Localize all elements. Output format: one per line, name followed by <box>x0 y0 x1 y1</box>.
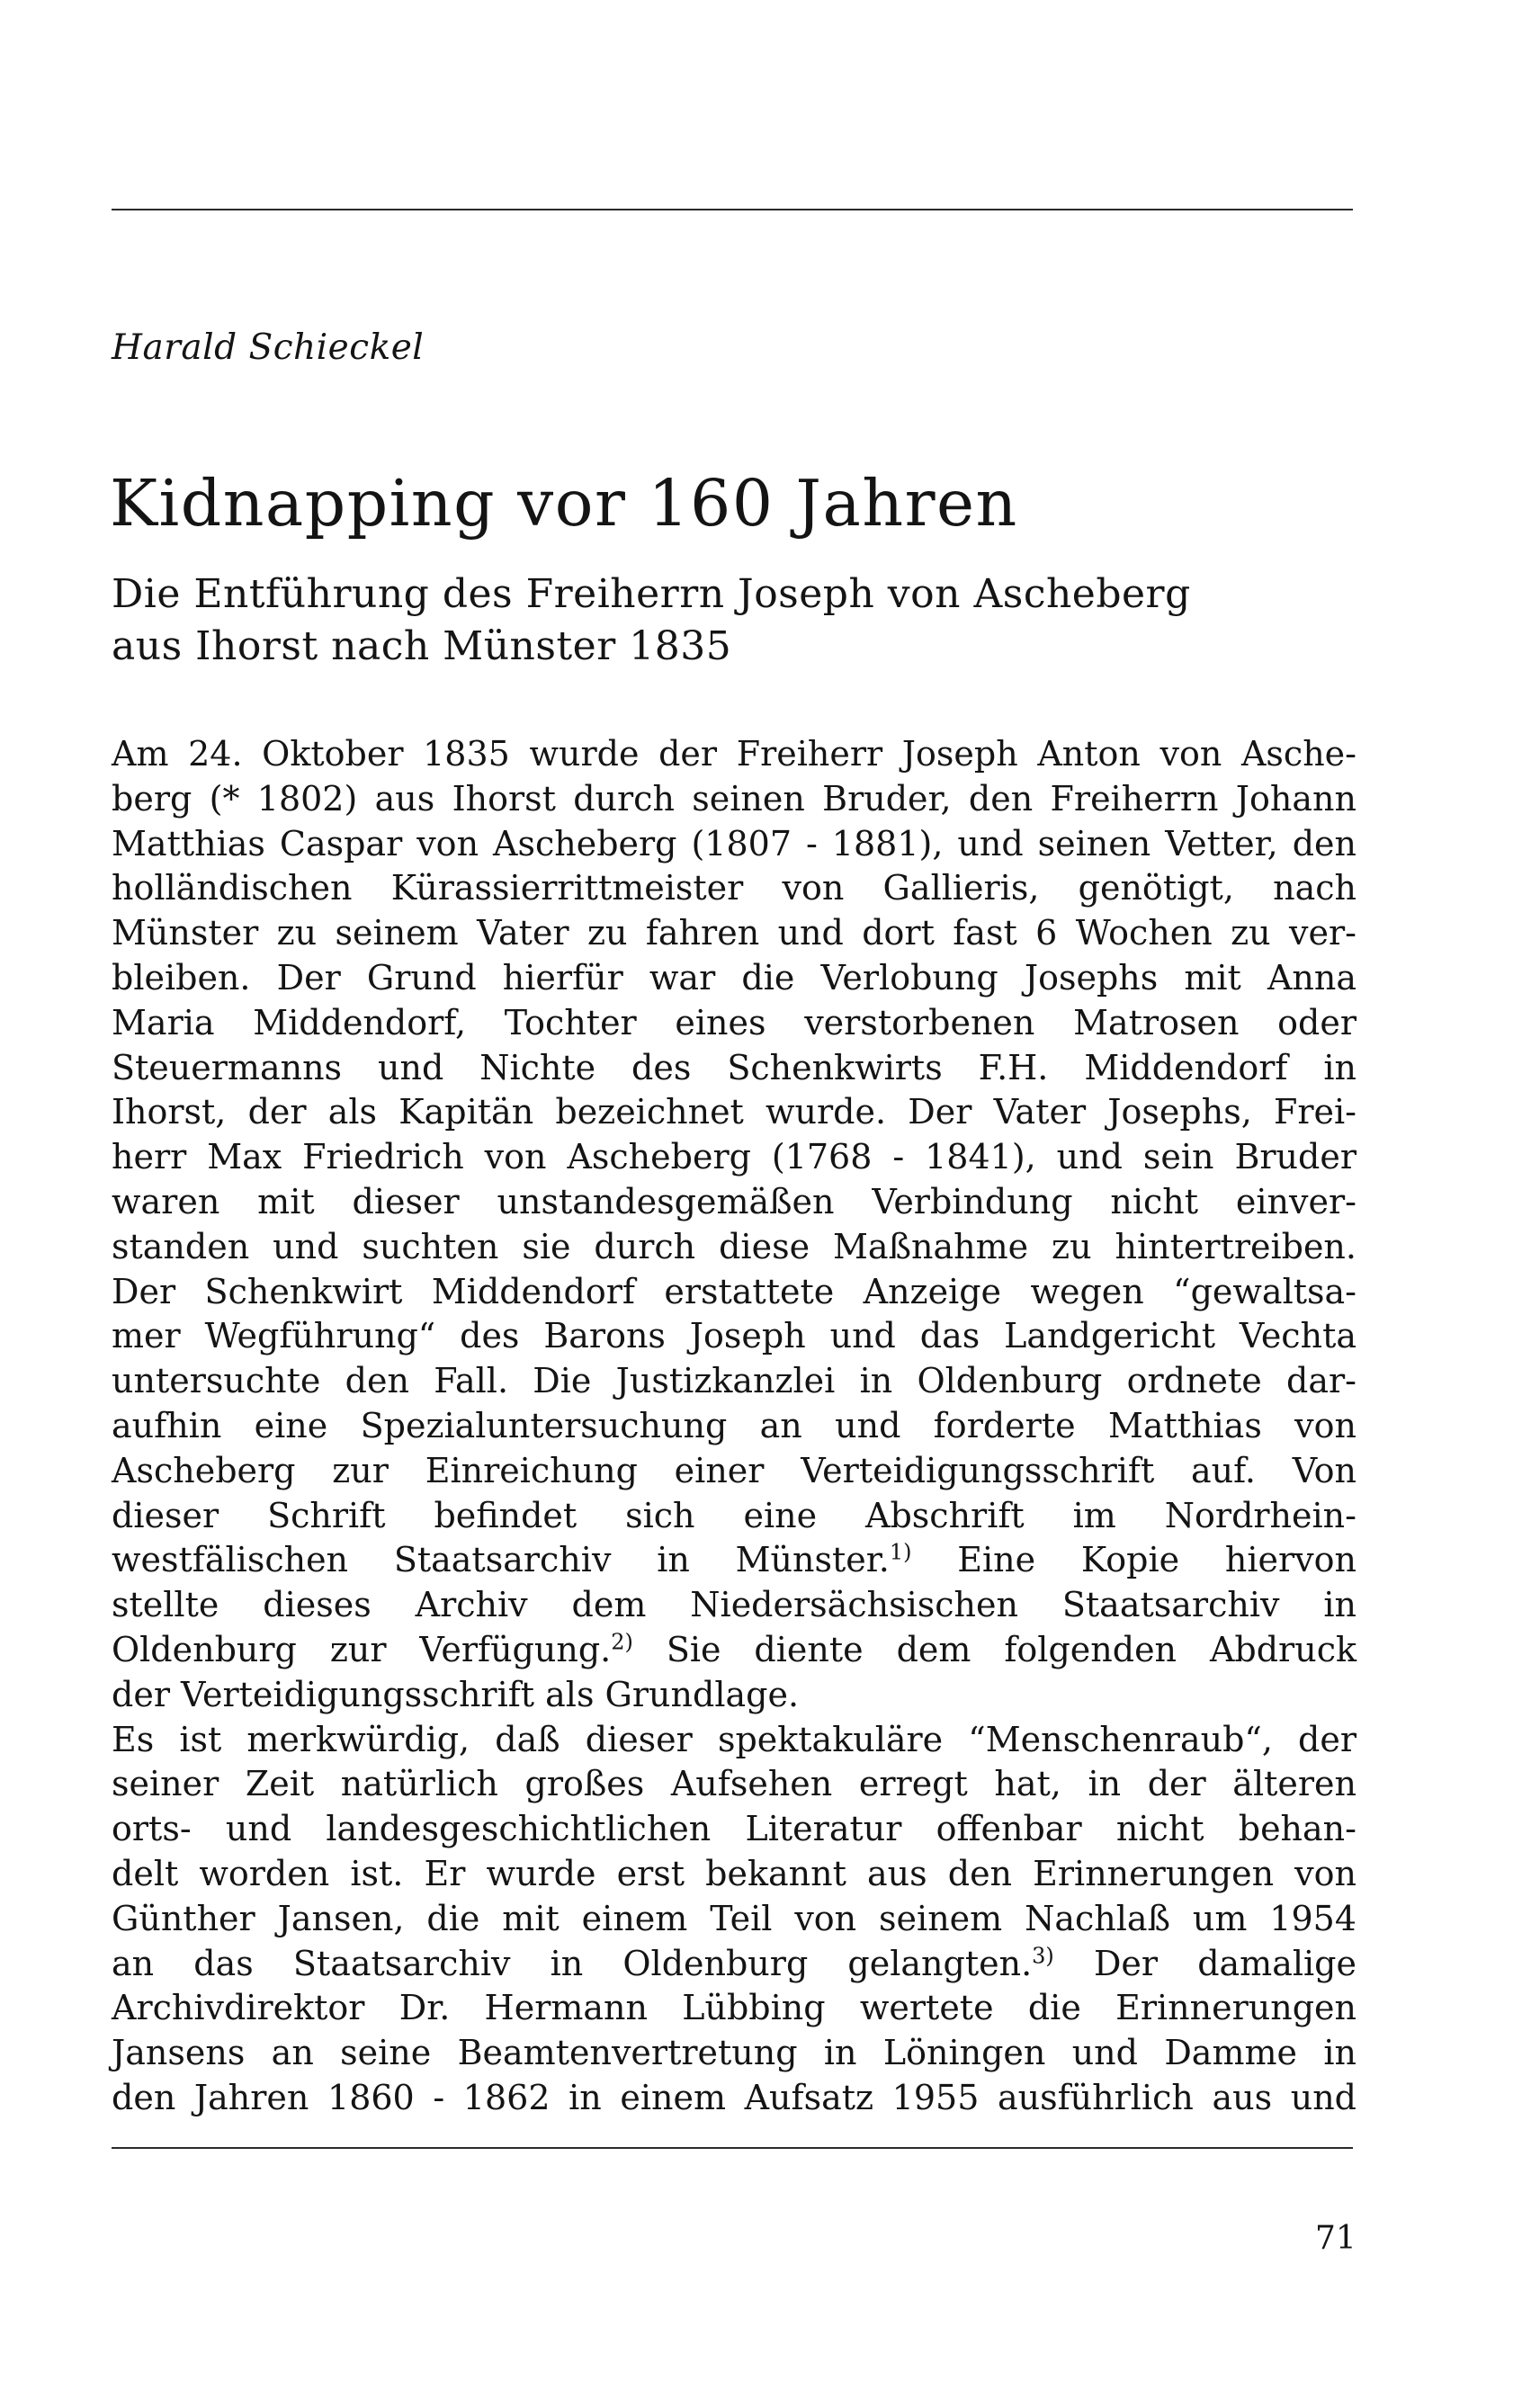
article-title: Kidnapping vor 160 Jahren <box>110 466 1018 541</box>
body-line: dieser Schrift befindet sich eine Abschrift im Nordrhein- <box>112 1495 1356 1535</box>
body-line: untersuchte den Fall. Die Justizkanzlei in Oldenburg ordnete dar- <box>112 1361 1356 1401</box>
body-line: delt worden ist. Er wurde erst bekannt aus den Erinnerungen von <box>112 1853 1356 1893</box>
article-subtitle <box>112 568 1191 673</box>
body-line: seiner Zeit natürlich großes Aufsehen erregt hat, in der älteren <box>112 1764 1356 1804</box>
page-number: 71 <box>1315 2220 1356 2257</box>
bottom-rule <box>112 2147 1353 2149</box>
body-line: Ascheberg zur Einreichung einer Verteidigungsschrift auf. Von <box>112 1450 1356 1490</box>
body-line: herr Max Friedrich von Ascheberg (1768 - 1841), und sein Bruder <box>112 1137 1356 1177</box>
footnote-marker: 1) <box>889 1539 912 1565</box>
body-line: mer Wegführung“ des Barons Joseph und das Landgericht Vechta <box>112 1316 1356 1356</box>
body-line: aufhin eine Spezialuntersuchung an und forderte Matthias von <box>112 1405 1356 1445</box>
body-line: Am 24. Oktober 1835 wurde der Freiherr Joseph Anton von Asche- <box>112 734 1356 774</box>
subtitle-line: Die Entführung des Freiherrn Joseph von Ascheberg <box>112 571 1191 617</box>
footnote-marker: 3) <box>1032 1942 1054 1968</box>
body-line: Ihorst, der als Kapitän bezeichnet wurde. Der Vater Josephs, Frei- <box>112 1092 1356 1132</box>
body-line: Steuermanns und Nichte des Schenkwirts F.H. Middendorf in <box>112 1047 1356 1087</box>
body-line: waren mit dieser unstandesgemäßen Verbindung nicht einver- <box>112 1181 1356 1221</box>
author-name: Harald Schieckel <box>112 327 425 368</box>
body-line: standen und suchten sie durch diese Maßnahme zu hintertreiben. <box>112 1226 1356 1266</box>
body-line: Archivdirektor Dr. Hermann Lübbing wertete die Erinnerungen <box>112 1988 1356 2028</box>
subtitle-line: aus Ihorst nach Münster 1835 <box>112 623 732 669</box>
body-line: Oldenburg zur Verfügung.$^{2)}$ Sie diente dem folgenden Abdruck <box>112 1629 1357 1669</box>
top-rule <box>112 209 1353 210</box>
body-line: Günther Jansen, die mit einem Teil von seinem Nachlaß um 1954 <box>112 1898 1356 1938</box>
body-line: Matthias Caspar von Ascheberg (1807 - 1881), und seinen Vetter, den <box>112 823 1356 863</box>
body-line: den Jahren 1860 - 1862 in einem Aufsatz 1955 ausführlich aus und <box>112 2077 1356 2117</box>
body-line: an das Staatsarchiv in Oldenburg gelangten.$^{3)}$ Der damalige <box>112 1942 1356 1983</box>
body-line: westfälischen Staatsarchiv in Münster.$^{1)}$ Eine Kopie hiervon <box>112 1539 1356 1580</box>
body-line: orts- und landesgeschichtlichen Literatur offenbar nicht behan- <box>112 1809 1356 1849</box>
body-line: Es ist merkwürdig, daß dieser spektakuläre “Menschenraub“, der <box>112 1719 1356 1759</box>
body-line: bleiben. Der Grund hierfür war die Verlobung Josephs mit Anna <box>112 957 1356 998</box>
body-line: stellte dieses Archiv dem Niedersächsischen Staatsarchiv in <box>112 1585 1356 1625</box>
body-line: Maria Middendorf, Tochter eines verstorbenen Matrosen oder <box>112 1002 1356 1042</box>
body-line: Münster zu seinem Vater zu fahren und dort fast 6 Wochen zu ver- <box>112 913 1356 953</box>
body-text <box>112 732 1356 2121</box>
footnote-marker: 2) <box>611 1629 633 1655</box>
body-line: Jansens an seine Beamtenvertretung in Löningen und Damme in <box>112 2033 1356 2073</box>
body-line: berg (* 1802) aus Ihorst durch seinen Bruder, den Freiherrn Johann <box>112 778 1356 819</box>
body-line: der Verteidigungsschrift als Grundlage. <box>112 1674 800 1714</box>
body-line: Der Schenkwirt Middendorf erstattete Anzeige wegen “gewaltsa- <box>112 1271 1356 1311</box>
body-line: holländischen Kürassierrittmeister von Gallieris, genötigt, nach <box>112 868 1356 908</box>
